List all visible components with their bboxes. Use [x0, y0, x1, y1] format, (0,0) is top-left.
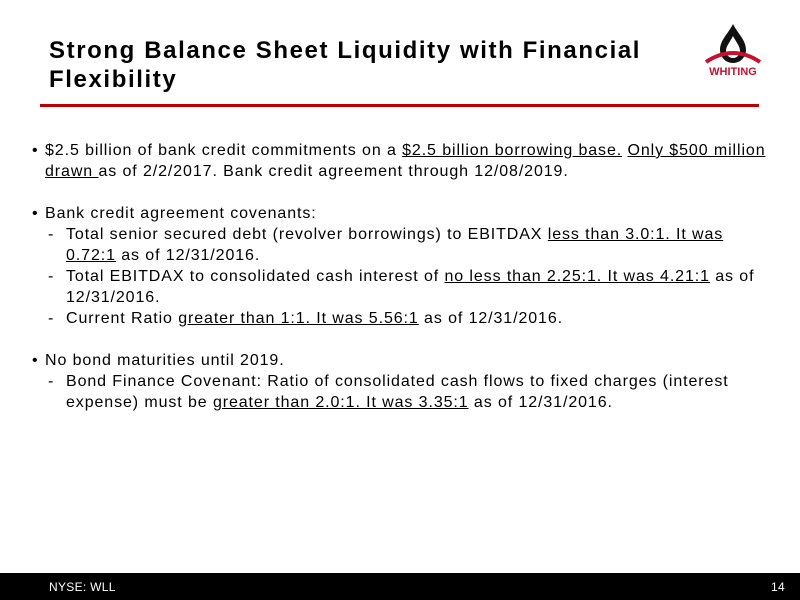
footer-ticker: NYSE: WLL [49, 580, 116, 594]
sub-bullet-bond-covenant: - Bond Finance Covenant: Ratio of consolidated cash flows to fixed charges (interest expense) must be greater than 2.0:1. It was 3.35:1 as of 12/31/2016. [48, 373, 729, 411]
bullet-text: as of 2/2/2017. Bank credit agreement through 12/08/2019. [98, 163, 569, 180]
underlined-text: less than 3.0:1. It was 0.72:1 [66, 226, 724, 264]
underlined-text: no less than 2.25:1. It was 4.21:1 [444, 268, 710, 285]
bullet-covenants: • Bank credit agreement covenants: [32, 205, 317, 222]
bullet-bond-maturities: • No bond maturities until 2019. [32, 352, 285, 369]
page-number: 14 [771, 580, 785, 594]
sub-bullet-ebitdax-interest: - Total EBITDAX to consolidated cash interest of no less than 2.25:1. It was 4.21:1 as of 12/31/2016. [48, 268, 755, 306]
slide-body [32, 140, 767, 413]
underlined-text: greater than 1:1. It was 5.56:1 [178, 310, 419, 327]
bullet-bank-credit: • $2.5 billion of bank credit commitments on a $2.5 billion borrowing base. Only $500 million drawn as of 2/2/2017. Bank credit agreement through 12/08/2019. [32, 142, 766, 180]
footer-bar [0, 573, 800, 600]
underlined-text: greater than 2.0:1. It was 3.35:1 [212, 394, 469, 411]
logo-text: WHITING [709, 66, 757, 78]
sub-bullet-senior-debt: - Total senior secured debt (revolver borrowings) to EBITDAX less than 3.0:1. It was 0.72:1 as of 12/31/2016. [48, 226, 724, 264]
slide-title: Strong Balance Sheet Liquidity with Financial Flexibility [49, 37, 642, 93]
underlined-text: Only $500 million drawn [45, 142, 766, 180]
bullet-text: $2.5 billion of bank credit commitments on a [45, 142, 403, 159]
bullet-text: Bank credit agreement covenants: [45, 205, 317, 222]
whiting-logo [700, 22, 766, 78]
title-underline-rule [40, 104, 759, 107]
bullet-text: No bond maturities until 2019. [45, 352, 285, 369]
underlined-text: $2.5 billion borrowing base. [402, 142, 623, 159]
sub-bullet-current-ratio: - Current Ratio greater than 1:1. It was 5.56:1 as of 12/31/2016. [48, 310, 563, 327]
